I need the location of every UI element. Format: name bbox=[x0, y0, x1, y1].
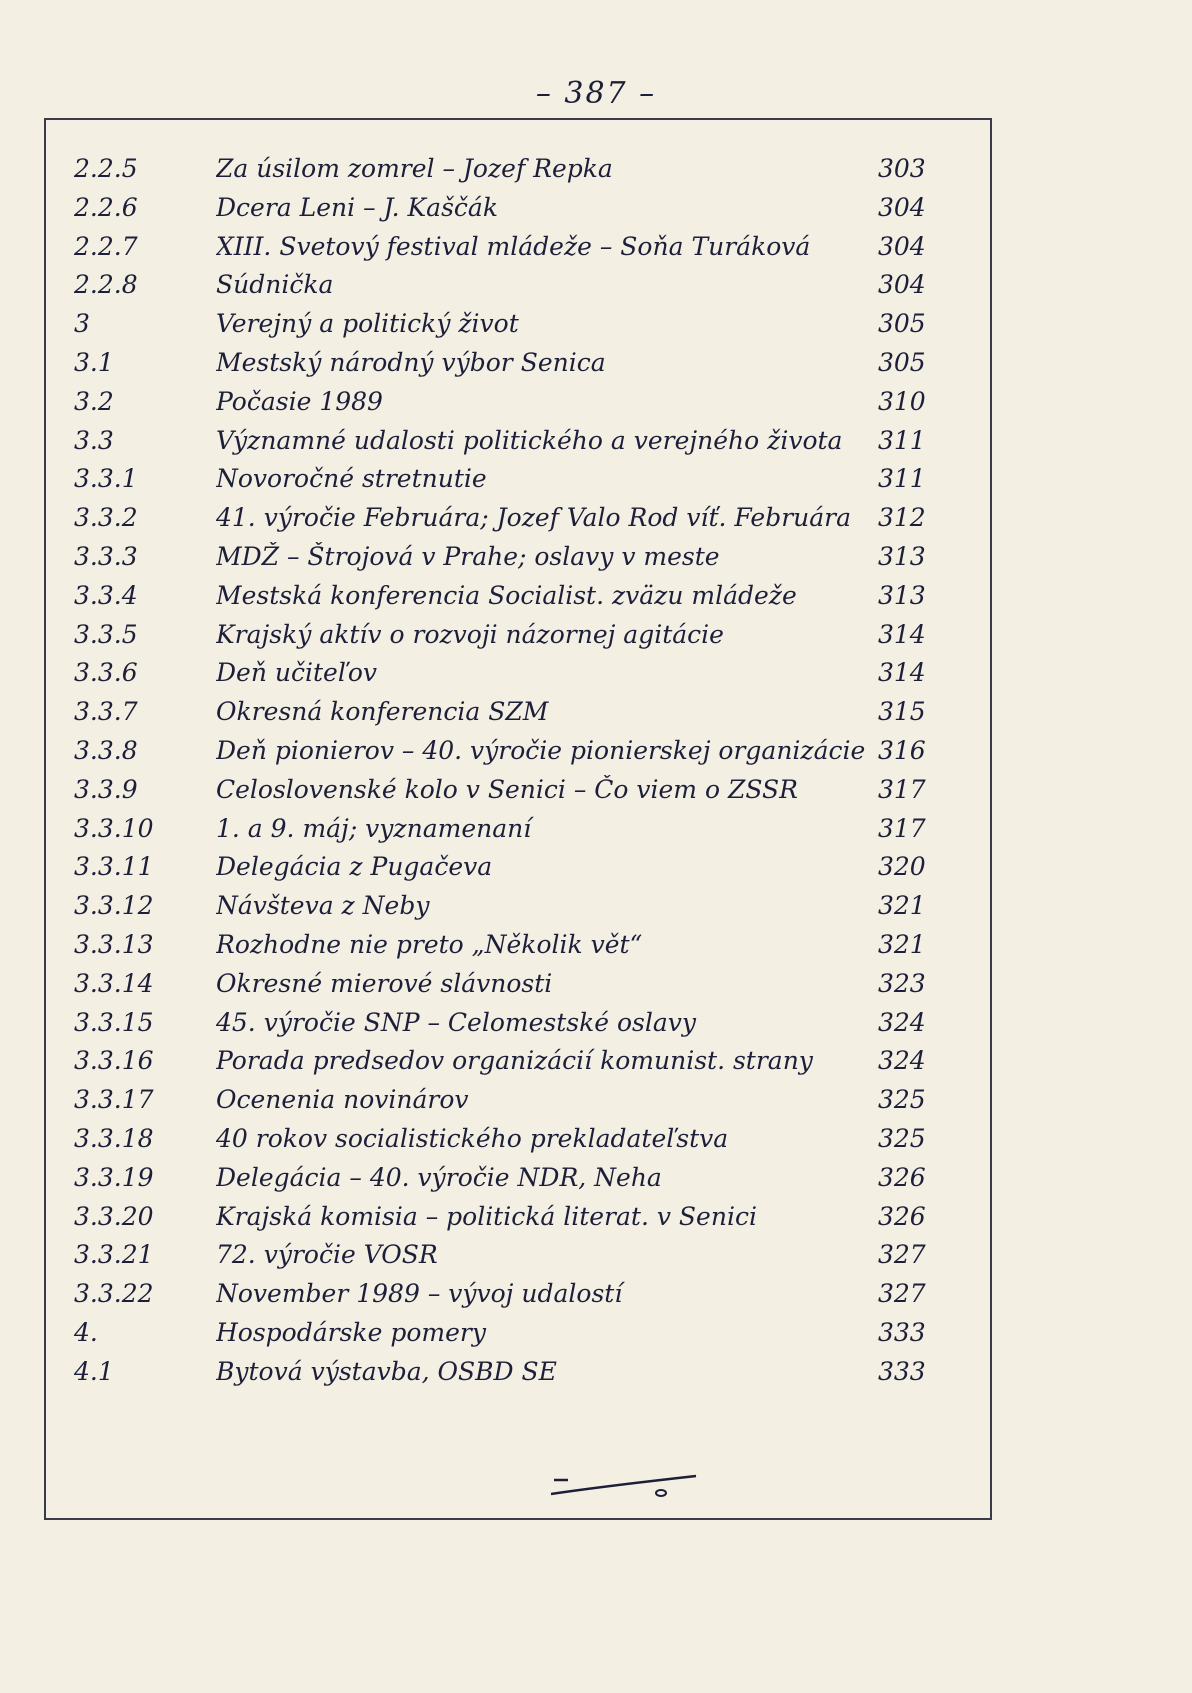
toc-entry-number: 3.3.7 bbox=[74, 697, 138, 727]
toc-entry-number: 2.2.8 bbox=[74, 270, 138, 300]
toc-entry-number: 3.3.22 bbox=[74, 1279, 154, 1309]
toc-entry bbox=[46, 732, 990, 771]
toc-entry-title: 40 rokov socialistického prekladateľstva bbox=[216, 1123, 729, 1153]
toc-entry-page: 326 bbox=[878, 1201, 926, 1231]
toc-entry-title: Dcera Leni – J. Kaščák bbox=[216, 192, 498, 222]
toc-entry bbox=[46, 1120, 990, 1159]
toc-entry-number: 3.3.4 bbox=[74, 580, 138, 610]
toc-entry bbox=[46, 1314, 990, 1353]
toc-entry-page: 303 bbox=[878, 154, 926, 183]
toc-entry-title: Hospodárske pomery bbox=[216, 1317, 486, 1347]
toc-entry-title: Delegácia – 40. výročie NDR, Neha bbox=[216, 1162, 662, 1192]
toc-entry-page: 323 bbox=[878, 968, 926, 998]
toc-entry-title: 45. výročie SNP – Celomestské oslavy bbox=[216, 1007, 697, 1037]
toc-entry-title: Návšteva z Neby bbox=[216, 891, 430, 921]
toc-entry-title: 41. výročie Februára; Jozef Valo Rod víť. Februára bbox=[216, 503, 852, 533]
toc-entry-number: 3 bbox=[74, 309, 90, 339]
toc-entry-number: 2.2.5 bbox=[74, 154, 138, 183]
toc-entry-page: 320 bbox=[878, 852, 926, 882]
toc-entry-number: 3.3.2 bbox=[74, 503, 138, 533]
toc-entry-page: 327 bbox=[878, 1240, 926, 1270]
toc-entry-title: Krajský aktív o rozvoji názornej agitácie bbox=[216, 619, 724, 649]
toc-entry-number: 3.3.9 bbox=[74, 774, 138, 804]
toc-entry bbox=[46, 383, 990, 422]
page-number: – 387 – bbox=[535, 76, 657, 111]
toc-entry-page: 310 bbox=[878, 386, 926, 416]
toc-entry-page: 311 bbox=[878, 464, 926, 494]
toc-entry-number: 2.2.6 bbox=[74, 192, 138, 222]
toc-entry-title: Bytová výstavba, OSBD SE bbox=[216, 1356, 557, 1386]
toc-entry-page: 326 bbox=[878, 1162, 926, 1192]
toc-entry bbox=[46, 810, 990, 849]
toc-entry bbox=[46, 1004, 990, 1043]
toc-entry-page: 321 bbox=[878, 929, 926, 959]
toc-entry bbox=[46, 538, 990, 577]
toc-entry-number: 3.3.10 bbox=[74, 813, 154, 843]
toc-entry bbox=[46, 965, 990, 1004]
toc-entry bbox=[46, 305, 990, 344]
toc-entry-title: Súdnička bbox=[216, 270, 334, 300]
toc-entry bbox=[46, 1198, 990, 1237]
toc-entry-number: 4. bbox=[74, 1317, 98, 1347]
toc-entry-number: 3.3.8 bbox=[74, 735, 138, 765]
toc-entry bbox=[46, 189, 990, 228]
toc-entry-number: 3.3.21 bbox=[74, 1240, 154, 1270]
toc-entry-number: 3.3.15 bbox=[74, 1007, 154, 1037]
toc-entry-page: 314 bbox=[878, 658, 926, 688]
toc-entry-page: 314 bbox=[878, 619, 926, 649]
toc-entry-title: Delegácia z Pugačeva bbox=[216, 852, 493, 882]
toc-entry bbox=[46, 771, 990, 810]
toc-entry-page: 324 bbox=[878, 1007, 926, 1037]
toc-entry-page: 333 bbox=[878, 1317, 926, 1347]
toc-entry-title: Počasie 1989 bbox=[216, 386, 383, 416]
toc-entry-title: Mestský národný výbor Senica bbox=[216, 347, 606, 377]
toc-entry bbox=[46, 499, 990, 538]
toc-entry-title: Deň pionierov – 40. výročie pionierskej organizácie bbox=[216, 735, 866, 765]
toc-entry-title: XIII. Svetový festival mládeže – Soňa Turáková bbox=[216, 231, 811, 261]
toc-entry bbox=[46, 577, 990, 616]
toc-entry-number: 4.1 bbox=[74, 1356, 114, 1386]
toc-entry-page: 312 bbox=[878, 503, 926, 533]
toc-entry-page: 305 bbox=[878, 309, 926, 339]
toc-entry bbox=[46, 150, 990, 189]
toc-entry-title: Za úsilom zomrel – Jozef Repka bbox=[216, 154, 613, 183]
toc-entry bbox=[46, 422, 990, 461]
toc-entry bbox=[46, 1159, 990, 1198]
toc-entry-number: 3.3.20 bbox=[74, 1201, 154, 1231]
toc-entry-page: 317 bbox=[878, 774, 926, 804]
toc-entry-title: Mestská konferencia Socialist. zväzu mládeže bbox=[216, 580, 797, 610]
toc-entry-page: 325 bbox=[878, 1123, 926, 1153]
toc-entry-number: 3.3 bbox=[74, 425, 114, 455]
toc-entry-page: 315 bbox=[878, 697, 926, 727]
toc-entry-title: Deň učiteľov bbox=[216, 658, 378, 688]
toc-entry-title: Ocenenia novinárov bbox=[216, 1085, 469, 1115]
toc-entry-number: 3.2 bbox=[74, 386, 114, 416]
toc-entry bbox=[46, 926, 990, 965]
toc-entry-title: Porada predsedov organizácií komunist. strany bbox=[216, 1046, 813, 1076]
toc-entry-page: 316 bbox=[878, 735, 926, 765]
toc-entry-number: 3.3.12 bbox=[74, 891, 154, 921]
toc-entry bbox=[46, 460, 990, 499]
toc-entry-title: Významné udalosti politického a verejného života bbox=[216, 425, 843, 455]
toc-entry-number: 3.3.18 bbox=[74, 1123, 154, 1153]
toc-entry bbox=[46, 228, 990, 267]
toc-entry-title: MDŽ – Štrojová v Prahe; oslavy v meste bbox=[216, 541, 720, 571]
toc-entry-page: 304 bbox=[878, 192, 926, 222]
toc-entry-title: Okresné mierové slávnosti bbox=[216, 968, 553, 998]
toc-entry bbox=[46, 848, 990, 887]
toc-entry bbox=[46, 616, 990, 655]
toc-entry-title: Rozhodne nie preto „Několik vět“ bbox=[216, 929, 643, 959]
toc-entry-page: 311 bbox=[878, 425, 926, 455]
toc-entry-number: 3.3.5 bbox=[74, 619, 138, 649]
toc-entry-page: 321 bbox=[878, 891, 926, 921]
toc-entry-title: Celoslovenské kolo v Senici – Čo viem o ZSSR bbox=[216, 774, 798, 804]
toc-entry-title: Okresná konferencia SZM bbox=[216, 697, 549, 727]
toc-entry bbox=[46, 1275, 990, 1314]
toc-entry-page: 313 bbox=[878, 580, 926, 610]
toc-entry-number: 3.3.1 bbox=[74, 464, 138, 494]
toc-entry bbox=[46, 266, 990, 305]
toc-entry-number: 3.1 bbox=[74, 347, 114, 377]
toc-entry-page: 325 bbox=[878, 1085, 926, 1115]
toc-entry-number: 3.3.19 bbox=[74, 1162, 154, 1192]
toc-entry-title: Verejný a politický život bbox=[216, 309, 519, 339]
toc-entry bbox=[46, 344, 990, 383]
toc-entry bbox=[46, 1236, 990, 1275]
toc-entry-page: 304 bbox=[878, 231, 926, 261]
toc-entry-title: November 1989 – vývoj udalostí bbox=[216, 1279, 623, 1309]
toc-entry-number: 2.2.7 bbox=[74, 231, 138, 261]
toc-entry-page: 317 bbox=[878, 813, 926, 843]
toc-entry-page: 333 bbox=[878, 1356, 926, 1386]
toc-entry-number: 3.3.17 bbox=[74, 1085, 154, 1115]
toc-entry-page: 327 bbox=[878, 1279, 926, 1309]
toc-entry-number: 3.3.11 bbox=[74, 852, 154, 882]
toc-entry-title: Krajská komisia – politická literat. v Senici bbox=[216, 1201, 757, 1231]
toc-entry bbox=[46, 693, 990, 732]
toc-entry-number: 3.3.13 bbox=[74, 929, 154, 959]
toc-entry-title: Novoročné stretnutie bbox=[216, 464, 487, 494]
toc-entry bbox=[46, 1042, 990, 1081]
toc-entry-number: 3.3.6 bbox=[74, 658, 138, 688]
table-of-contents-frame bbox=[44, 118, 992, 1520]
toc-entry-page: 305 bbox=[878, 347, 926, 377]
toc-entry-number: 3.3.16 bbox=[74, 1046, 154, 1076]
toc-entry-title: 1. a 9. máj; vyznamenaní bbox=[216, 813, 532, 843]
toc-list bbox=[46, 150, 990, 1392]
toc-entry bbox=[46, 1353, 990, 1392]
toc-entry bbox=[46, 654, 990, 693]
toc-entry-title: 72. výročie VOSR bbox=[216, 1240, 438, 1270]
toc-entry-number: 3.3.14 bbox=[74, 968, 154, 998]
closing-flourish bbox=[546, 1466, 716, 1506]
toc-entry-page: 304 bbox=[878, 270, 926, 300]
toc-entry-number: 3.3.3 bbox=[74, 541, 138, 571]
toc-entry bbox=[46, 1081, 990, 1120]
toc-entry-page: 313 bbox=[878, 541, 926, 571]
toc-entry bbox=[46, 887, 990, 926]
toc-entry-page: 324 bbox=[878, 1046, 926, 1076]
